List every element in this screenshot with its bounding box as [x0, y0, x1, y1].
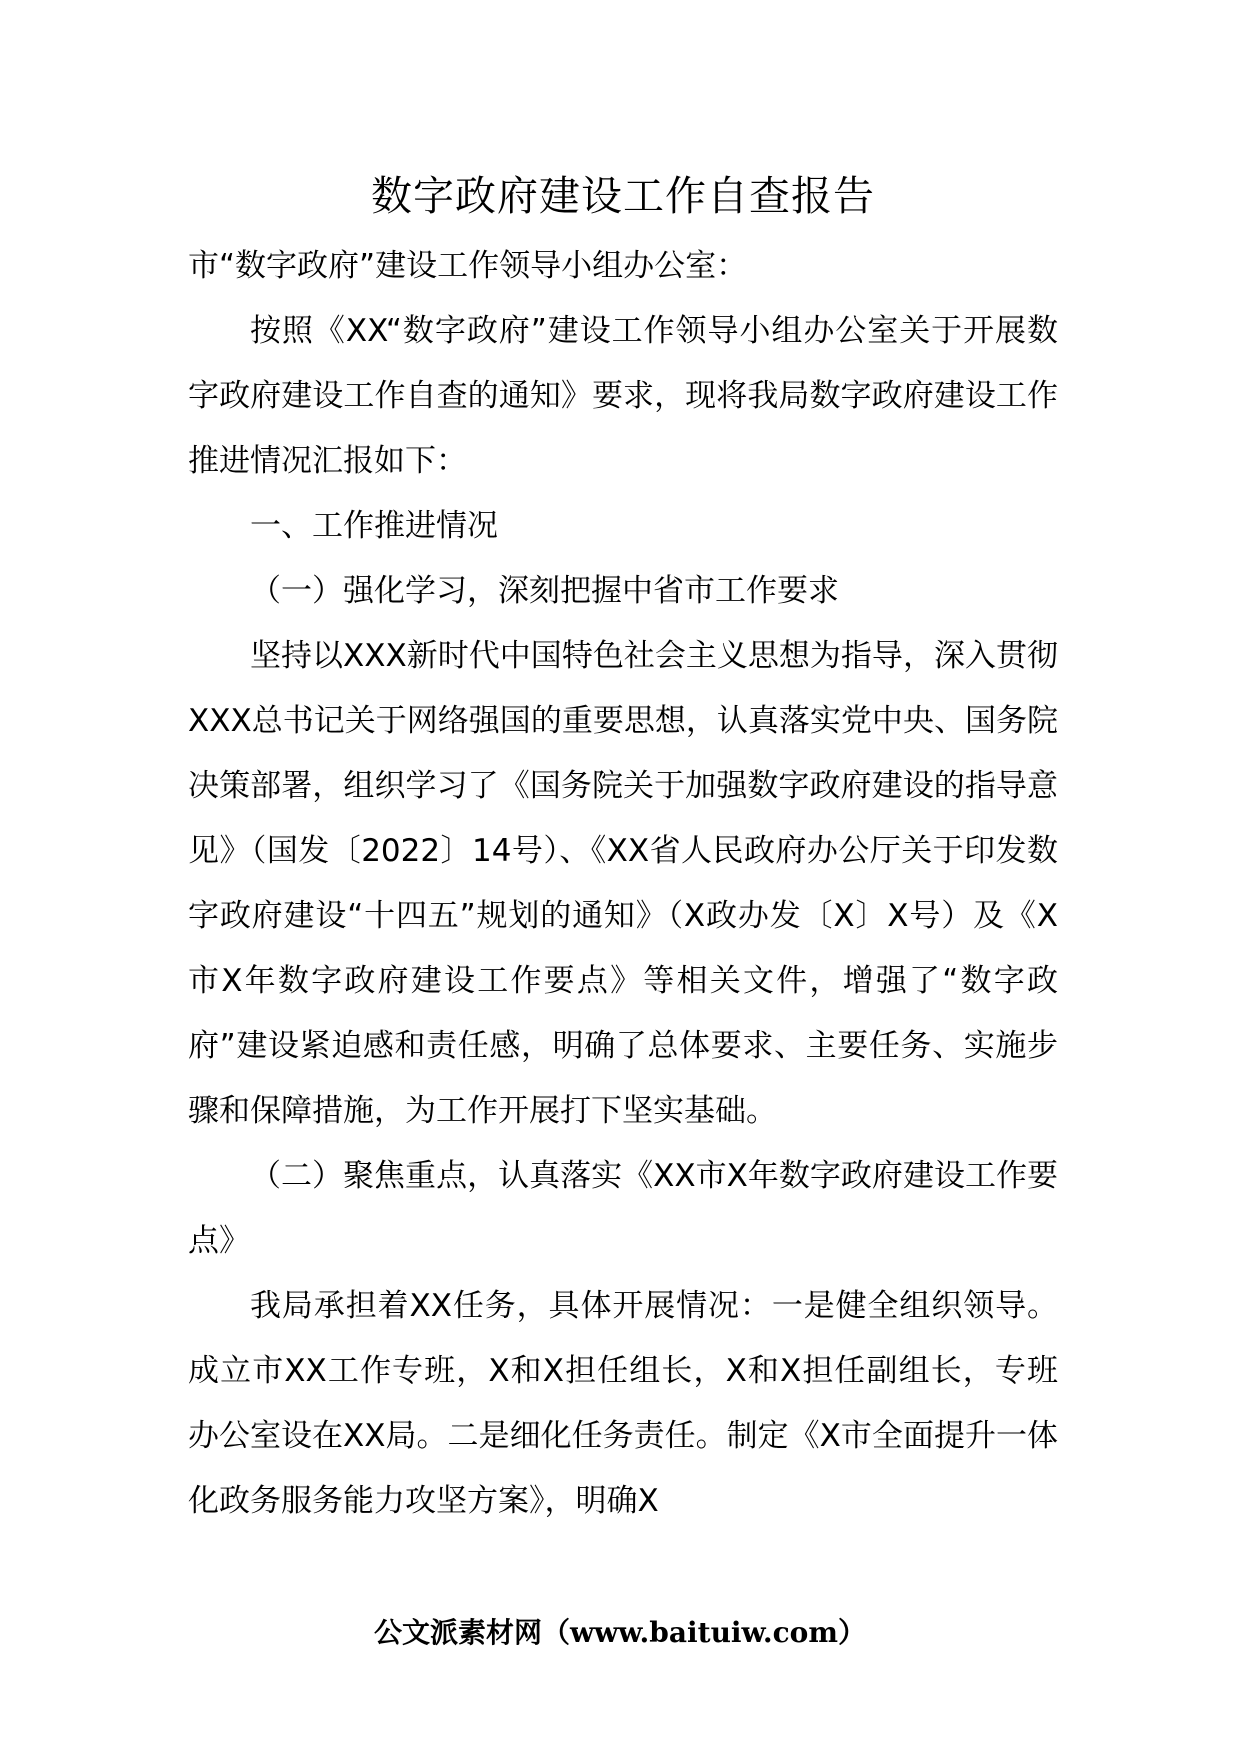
body-paragraph-2: 我局承担着XX任务，具体开展情况：一是健全组织领导。成立市XX工作专班，X和X担任组长，X和X担任副组长，专班办公室设在XX局。二是细化任务责任。制定《X市全面提升一体化政务服务能力攻坚方案》，明确X — [188, 1288, 1058, 1519]
document-body — [188, 234, 1058, 1534]
document-title: 数字政府建设工作自查报告 — [371, 172, 875, 220]
footer-watermark: 公文派素材网（www.baituiw.com） — [374, 1616, 866, 1649]
body-paragraph-1: 坚持以XXX新时代中国特色社会主义思想为指导，深入贯彻XXX总书记关于网络强国的重要思想，认真落实党中央、国务院决策部署，组织学习了《国务院关于加强数字政府建设的指导意见》（国发〔2022〕14号）、《XX省人民政府办公厅关于印发数字政府建设“十四五”规划的通知》（X政办发〔X〕X号）及《X市X年数字政府建设工作要点》等相关文件，增强了“数字政府”建设紧迫感和责任感，明确了总体要求、主要任务、实施步骤和保障措施，为工作开展打下坚实基础。 — [188, 638, 1058, 1129]
subsection-heading-1: （一）强化学习，深刻把握中省市工作要求 — [250, 573, 839, 609]
intro-paragraph: 按照《XX“数字政府”建设工作领导小组办公室关于开展数字政府建设工作自查的通知》要求，现将我局数字政府建设工作推进情况汇报如下： — [188, 313, 1058, 479]
salutation: 市“数字政府”建设工作领导小组办公室： — [188, 248, 748, 284]
section-heading-1: 一、工作推进情况 — [250, 508, 498, 544]
subsection-heading-2: （二）聚焦重点，认真落实《XX市X年数字政府建设工作要点》 — [188, 1158, 1058, 1259]
